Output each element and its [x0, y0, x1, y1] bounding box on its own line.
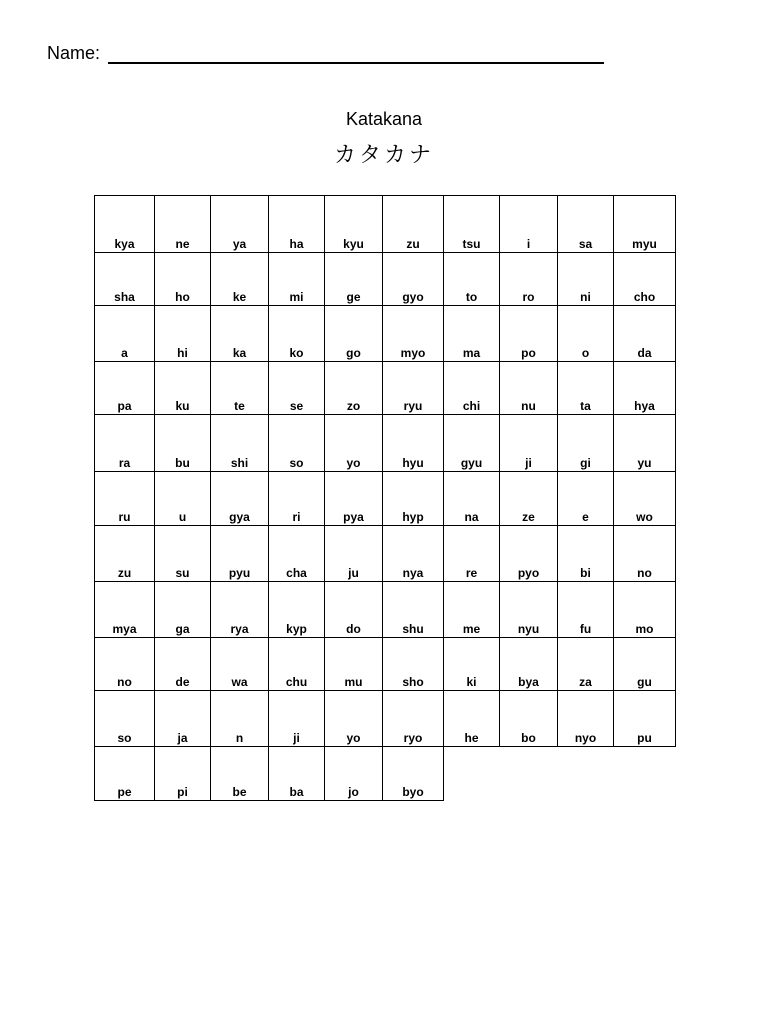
- grid-cell-label: cha: [286, 566, 307, 580]
- grid-cell: [499, 581, 558, 638]
- grid-cell: [94, 195, 155, 253]
- grid-cell: [499, 305, 558, 362]
- grid-cell-label: wa: [231, 675, 248, 689]
- grid-cell-label: po: [521, 346, 536, 360]
- grid-cell: [443, 414, 500, 472]
- grid-cell: [324, 525, 383, 582]
- grid-cell-label: tsu: [462, 237, 481, 251]
- grid-cell-label: ga: [175, 622, 190, 636]
- grid-cell-label: do: [346, 622, 361, 636]
- grid-cell: [613, 361, 676, 415]
- grid-cell-label: te: [234, 399, 245, 413]
- grid-cell-label: wo: [636, 510, 653, 524]
- grid-cell-label: ho: [175, 290, 190, 304]
- grid-cell: [154, 361, 211, 415]
- grid-cell-label: zu: [117, 566, 132, 580]
- grid-cell: [268, 305, 325, 362]
- grid-cell-label: be: [232, 785, 247, 799]
- grid-cell: [443, 690, 500, 747]
- grid-cell-label: ge: [346, 290, 361, 304]
- name-blank-line: [108, 62, 604, 64]
- grid-cell-label: yo: [346, 456, 361, 470]
- grid-cell-label: gu: [637, 675, 652, 689]
- grid-cell: [443, 581, 500, 638]
- grid-cell-label: so: [117, 731, 132, 745]
- grid-cell: [613, 581, 676, 638]
- grid-cell-label: zu: [406, 237, 420, 251]
- grid-cell: [210, 525, 269, 582]
- grid-cell-label: a: [121, 346, 128, 360]
- grid-cell-label: ko: [289, 346, 304, 360]
- grid-cell-label: ju: [348, 566, 359, 580]
- grid-cell-label: sha: [114, 290, 135, 304]
- grid-cell: [557, 305, 614, 362]
- grid-cell-label: o: [581, 346, 590, 360]
- grid-cell-label: nu: [521, 399, 536, 413]
- grid-cell: [268, 690, 325, 747]
- grid-cell: [499, 690, 558, 747]
- grid-cell-label: rya: [230, 622, 249, 636]
- grid-cell-label: kya: [114, 237, 135, 251]
- grid-cell-label: no: [117, 675, 132, 689]
- grid-cell-label: chi: [462, 399, 481, 413]
- grid-cell-label: ru: [118, 510, 131, 524]
- grid-cell: [382, 361, 444, 415]
- grid-cell-label: ke: [232, 290, 247, 304]
- grid-cell-label: ji: [293, 731, 300, 745]
- grid-cell: [382, 195, 444, 253]
- grid-cell-label: ni: [580, 290, 591, 304]
- grid-cell-label: kyp: [286, 622, 307, 636]
- grid-cell: [499, 471, 558, 526]
- grid-cell: [557, 637, 614, 691]
- grid-cell-label: za: [579, 675, 592, 689]
- grid-cell: [94, 471, 155, 526]
- grid-cell-label: chu: [285, 675, 308, 689]
- grid-cell: [557, 414, 614, 472]
- grid-cell: [324, 361, 383, 415]
- grid-cell-label: myu: [632, 237, 657, 251]
- grid-cell: [613, 471, 676, 526]
- grid-cell-label: ta: [580, 399, 591, 413]
- grid-cell-label: gya: [229, 510, 250, 524]
- grid-cell-label: gyu: [460, 456, 483, 470]
- grid-cell-label: sho: [402, 675, 424, 689]
- grid-cell: [557, 690, 614, 747]
- grid-cell-label: me: [462, 622, 481, 636]
- grid-cell-label: hyp: [402, 510, 424, 524]
- grid-cell-label: mi: [289, 290, 304, 304]
- grid-cell-label: n: [235, 731, 244, 745]
- grid-cell-label: yo: [346, 731, 361, 745]
- grid-cell: [499, 525, 558, 582]
- grid-cell: [443, 195, 500, 253]
- grid-cell-label: ryo: [403, 731, 423, 745]
- grid-cell: [94, 414, 155, 472]
- grid-cell: [613, 195, 676, 253]
- name-label: Name:: [47, 43, 101, 63]
- grid-cell-label: bu: [175, 456, 190, 470]
- grid-cell-label: pi: [177, 785, 188, 799]
- grid-cell: [268, 637, 325, 691]
- grid-cell-label: pyo: [517, 566, 540, 580]
- grid-cell: [210, 637, 269, 691]
- grid-cell: [499, 195, 558, 253]
- grid-cell: [154, 746, 211, 801]
- grid-cell: [210, 305, 269, 362]
- grid-cell: [324, 471, 383, 526]
- grid-cell: [382, 746, 444, 801]
- grid-cell: [268, 195, 325, 253]
- grid-cell: [154, 637, 211, 691]
- grid-cell: [154, 305, 211, 362]
- grid-cell: [210, 414, 269, 472]
- grid-cell-label: bo: [521, 731, 536, 745]
- grid-cell: [382, 581, 444, 638]
- grid-cell: [499, 414, 558, 472]
- grid-cell: [94, 581, 155, 638]
- grid-cell-label: shu: [402, 622, 424, 636]
- grid-cell-label: gyo: [402, 290, 424, 304]
- grid-cell-label: hi: [177, 346, 188, 360]
- grid-cell-label: ne: [175, 237, 190, 251]
- grid-cell-label: pya: [343, 510, 364, 524]
- grid-cell: [382, 637, 444, 691]
- grid-cell: [268, 361, 325, 415]
- grid-cell: [613, 252, 676, 306]
- grid-cell: [557, 471, 614, 526]
- grid-cell: [324, 195, 383, 253]
- grid-cell: [557, 252, 614, 306]
- grid-cell: [94, 525, 155, 582]
- grid-cell-label: mya: [112, 622, 137, 636]
- grid-cell: [94, 690, 155, 747]
- grid-cell-label: ji: [525, 456, 532, 470]
- grid-cell: [613, 690, 676, 747]
- grid-cell: [557, 581, 614, 638]
- grid-cell-label: zo: [346, 399, 361, 413]
- grid-cell-label: de: [175, 675, 190, 689]
- grid-cell: [94, 305, 155, 362]
- grid-cell-label: ryu: [403, 399, 423, 413]
- grid-cell: [443, 471, 500, 526]
- grid-cell-label: pa: [117, 399, 132, 413]
- grid-cell-label: ma: [462, 346, 481, 360]
- grid-cell-label: mu: [344, 675, 363, 689]
- grid-cell-label: ra: [118, 456, 131, 470]
- grid-cell: [443, 252, 500, 306]
- grid-cell: [324, 690, 383, 747]
- grid-cell: [382, 414, 444, 472]
- grid-cell: [154, 581, 211, 638]
- grid-cell-label: myo: [400, 346, 426, 360]
- grid-cell-label: pu: [637, 731, 652, 745]
- grid-cell: [443, 637, 500, 691]
- grid-cell-label: nyo: [574, 731, 597, 745]
- grid-cell-label: hyu: [402, 456, 424, 470]
- grid-cell-label: ro: [522, 290, 535, 304]
- grid-cell: [94, 252, 155, 306]
- grid-cell-label: kyu: [343, 237, 364, 251]
- grid-cell-label: na: [464, 510, 479, 524]
- grid-cell: [268, 525, 325, 582]
- grid-cell: [324, 581, 383, 638]
- grid-cell: [268, 414, 325, 472]
- grid-cell-label: ki: [466, 675, 477, 689]
- grid-cell-label: yu: [637, 456, 652, 470]
- grid-cell: [268, 471, 325, 526]
- grid-cell: [324, 414, 383, 472]
- grid-cell-label: ku: [175, 399, 190, 413]
- grid-cell: [324, 637, 383, 691]
- grid-cell: [268, 581, 325, 638]
- grid-cell: [154, 195, 211, 253]
- grid-cell: [324, 252, 383, 306]
- grid-cell-label: jo: [348, 785, 359, 799]
- grid-cell: [210, 471, 269, 526]
- grid-cell-label: ja: [177, 731, 188, 745]
- grid-cell: [154, 414, 211, 472]
- grid-cell-label: su: [175, 566, 190, 580]
- grid-cell-label: cho: [633, 290, 656, 304]
- grid-cell-label: gi: [580, 456, 591, 470]
- grid-cell: [210, 581, 269, 638]
- grid-cell: [382, 525, 444, 582]
- grid-cell-label: byo: [402, 785, 424, 799]
- grid-cell: [154, 471, 211, 526]
- grid-cell-label: bya: [518, 675, 539, 689]
- grid-cell-label: pe: [117, 785, 132, 799]
- grid-cell-label: so: [289, 456, 304, 470]
- grid-cell-label: shi: [230, 456, 249, 470]
- grid-cell: [499, 361, 558, 415]
- grid-cell-label: ba: [289, 785, 304, 799]
- grid-cell: [210, 361, 269, 415]
- page-subtitle: カタカナ: [333, 143, 434, 168]
- grid-cell: [382, 252, 444, 306]
- grid-cell-label: sa: [578, 237, 593, 251]
- grid-cell: [324, 305, 383, 362]
- grid-cell-label: ri: [292, 510, 301, 524]
- grid-cell: [613, 305, 676, 362]
- grid-cell: [94, 361, 155, 415]
- grid-cell-label: da: [637, 346, 652, 360]
- grid-cell: [94, 637, 155, 691]
- grid-cell: [613, 637, 676, 691]
- grid-cell: [268, 252, 325, 306]
- grid-cell: [154, 525, 211, 582]
- grid-cell-label: hya: [634, 399, 655, 413]
- grid-cell: [443, 305, 500, 362]
- grid-cell-label: fu: [579, 622, 592, 636]
- grid-cell: [154, 252, 211, 306]
- grid-cell: [557, 361, 614, 415]
- grid-cell-label: no: [637, 566, 652, 580]
- grid-cell-label: nya: [402, 566, 424, 580]
- grid-cell-label: ka: [232, 346, 247, 360]
- grid-cell: [268, 746, 325, 801]
- grid-cell-label: u: [178, 510, 187, 524]
- grid-cell-label: he: [464, 731, 479, 745]
- grid-cell: [324, 746, 383, 801]
- grid-cell: [557, 195, 614, 253]
- grid-cell: [210, 195, 269, 253]
- grid-cell: [382, 471, 444, 526]
- grid-cell: [499, 252, 558, 306]
- grid-cell-label: se: [289, 399, 304, 413]
- grid-cell: [557, 525, 614, 582]
- grid-cell-label: mo: [635, 622, 654, 636]
- grid-cell-label: nyu: [517, 622, 540, 636]
- grid-cell: [443, 525, 500, 582]
- grid-cell: [613, 525, 676, 582]
- grid-cell-label: bi: [580, 566, 591, 580]
- grid-cell: [210, 252, 269, 306]
- grid-cell-label: to: [465, 290, 478, 304]
- grid-cell-label: ya: [232, 237, 247, 251]
- grid-cell: [154, 690, 211, 747]
- grid-cell: [499, 637, 558, 691]
- grid-cell: [382, 305, 444, 362]
- grid-cell-label: go: [346, 346, 361, 360]
- grid-cell: [443, 361, 500, 415]
- grid-cell: [210, 746, 269, 801]
- grid-cell-label: pyu: [228, 566, 251, 580]
- page-title: Katakana: [345, 109, 423, 129]
- grid-cell-label: ha: [289, 237, 304, 251]
- grid-cell-label: i: [526, 237, 531, 251]
- grid-cell: [94, 746, 155, 801]
- grid-cell: [382, 690, 444, 747]
- grid-cell-label: e: [582, 510, 589, 524]
- grid-cell-label: ze: [522, 510, 535, 524]
- grid-cell-label: re: [465, 566, 478, 580]
- grid-cell: [210, 690, 269, 747]
- grid-cell: [613, 414, 676, 472]
